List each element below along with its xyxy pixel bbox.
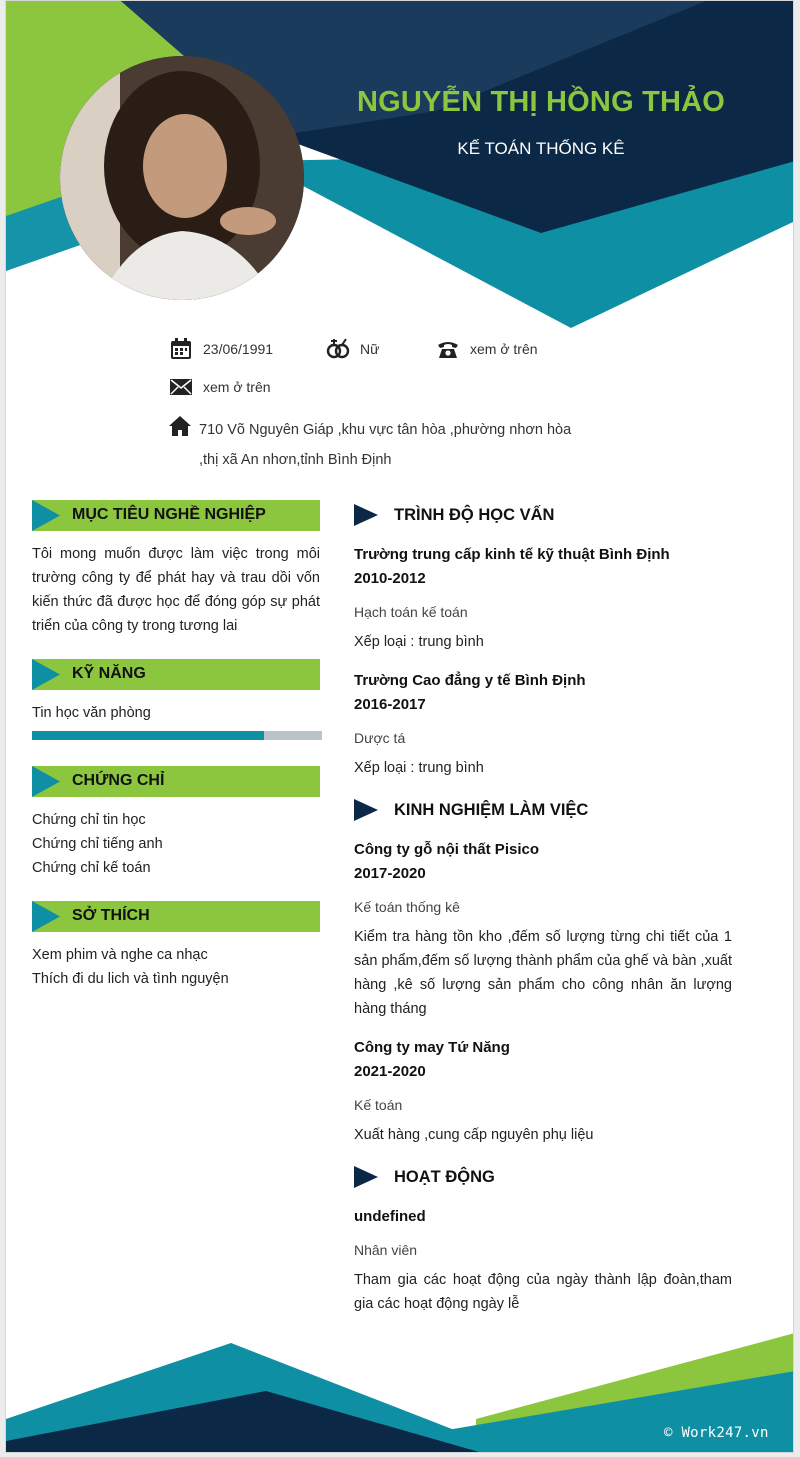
candidate-title: KẾ TOÁN THỐNG KÊ [457, 139, 625, 158]
hobby-item: Xem phim và nghe ca nhạc [32, 947, 208, 963]
education-school: Trường Cao đẳng y tế Bình Định [354, 672, 586, 689]
experience-role: Kế toán [354, 1097, 403, 1113]
certificates-heading-label: CHỨNG CHỈ [72, 772, 165, 789]
triangle-marker-icon [32, 659, 62, 690]
skills-heading-label: KỸ NĂNG [72, 665, 146, 682]
education-heading-label: TRÌNH ĐỘ HỌC VẤN [394, 505, 555, 524]
home-icon [169, 415, 191, 437]
triangle-marker-icon [32, 500, 62, 531]
skill-level-bar [32, 731, 322, 740]
education-major: Dược tá [354, 730, 406, 746]
skill-name: Tin học văn phòng [32, 705, 151, 721]
gender-icon [326, 338, 350, 360]
education-years: 2010-2012 [354, 570, 426, 587]
activity-desc: Tham gia các hoạt động của ngày thành lập đoàn,tham gia các hoạt động ngày lễ [354, 1272, 732, 1312]
phone-row [436, 338, 538, 360]
watermark: © Work247.vn [664, 1425, 769, 1441]
birthday-value: 23/06/1991 [203, 341, 274, 357]
experience-company: Công ty gỗ nội thất Pisico [354, 841, 539, 858]
experience-desc: Kiểm tra hàng tồn kho ,đếm số lượng từng chi tiết của 1 sản phẩm,đếm số lượng thành phẩm của ghế và bàn ,xuất hàng ,kê số lượng sản phẩm cho công nhân ăn lượng hàng tháng [354, 929, 732, 1017]
address-row [169, 415, 571, 475]
education-grade: Xếp loại : trung bình [354, 634, 484, 650]
certificate-item: Chứng chỉ tin học [32, 812, 146, 828]
objective-text: Tôi mong muốn được làm việc trong môi trường công ty để phát hay và trau dồi vốn kiến thức đã được học để đóng góp sự phát triển của công ty trong tương lai [32, 546, 320, 634]
hobbies-heading-label: SỞ THÍCH [72, 907, 150, 924]
experience-years: 2017-2020 [354, 865, 426, 882]
triangle-marker-icon [354, 1166, 378, 1188]
triangle-marker-icon [32, 901, 62, 932]
address-line-1: 710 Võ Nguyên Giáp ,khu vực tân hòa ,phường nhơn hòa [199, 422, 572, 438]
education-school: Trường trung cấp kinh tế kỹ thuật Bình Định [354, 546, 670, 563]
skills-heading [32, 659, 320, 690]
email-row [169, 376, 271, 398]
education-heading [354, 504, 554, 526]
objective-heading-label: MỤC TIÊU NGHỀ NGHIỆP [72, 506, 266, 523]
profile-photo [60, 56, 304, 300]
experience-desc: Xuất hàng ,cung cấp nguyên phụ liệu [354, 1127, 594, 1143]
cv-page [5, 0, 794, 1453]
triangle-marker-icon [354, 504, 378, 526]
phone-value: xem ở trên [470, 341, 538, 357]
objective-heading [32, 500, 320, 531]
education-years: 2016-2017 [354, 696, 426, 713]
hobby-list [32, 943, 320, 991]
triangle-marker-icon [354, 799, 378, 821]
calendar-icon [169, 338, 193, 360]
experience-role: Kế toán thống kê [354, 899, 460, 915]
experience-years: 2021-2020 [354, 1063, 426, 1080]
hobby-item: Thích đi du lich và tình nguyện [32, 971, 229, 987]
experience-heading-label: KINH NGHIỆM LÀM VIỆC [394, 800, 589, 819]
birthday-row [169, 338, 273, 360]
experience-company: Công ty may Tứ Năng [354, 1039, 510, 1056]
triangle-marker-icon [32, 766, 62, 797]
address-line-2: ,thị xã An nhơn,tỉnh Bình Định [199, 452, 392, 468]
hobbies-heading [32, 901, 320, 932]
certificates-heading [32, 766, 320, 797]
activities-heading [354, 1166, 495, 1188]
candidate-name: NGUYỄN THỊ HỒNG THẢO [356, 86, 726, 118]
skill-level-fill [32, 731, 264, 740]
gender-value: Nữ [360, 341, 380, 357]
experience-heading [354, 799, 588, 821]
certificate-item: Chứng chỉ tiếng anh [32, 836, 163, 852]
activities-heading-label: HOẠT ĐỘNG [394, 1167, 495, 1186]
phone-icon [436, 338, 460, 360]
education-major: Hạch toán kế toán [354, 604, 468, 620]
activity-org: undefined [354, 1208, 426, 1225]
email-value: xem ở trên [203, 379, 271, 395]
activity-role: Nhân viên [354, 1242, 418, 1258]
gender-row [326, 338, 379, 360]
education-grade: Xếp loại : trung bình [354, 760, 484, 776]
certificate-item: Chứng chỉ kế toán [32, 860, 151, 876]
certificate-list [32, 808, 320, 880]
envelope-icon [169, 376, 193, 398]
